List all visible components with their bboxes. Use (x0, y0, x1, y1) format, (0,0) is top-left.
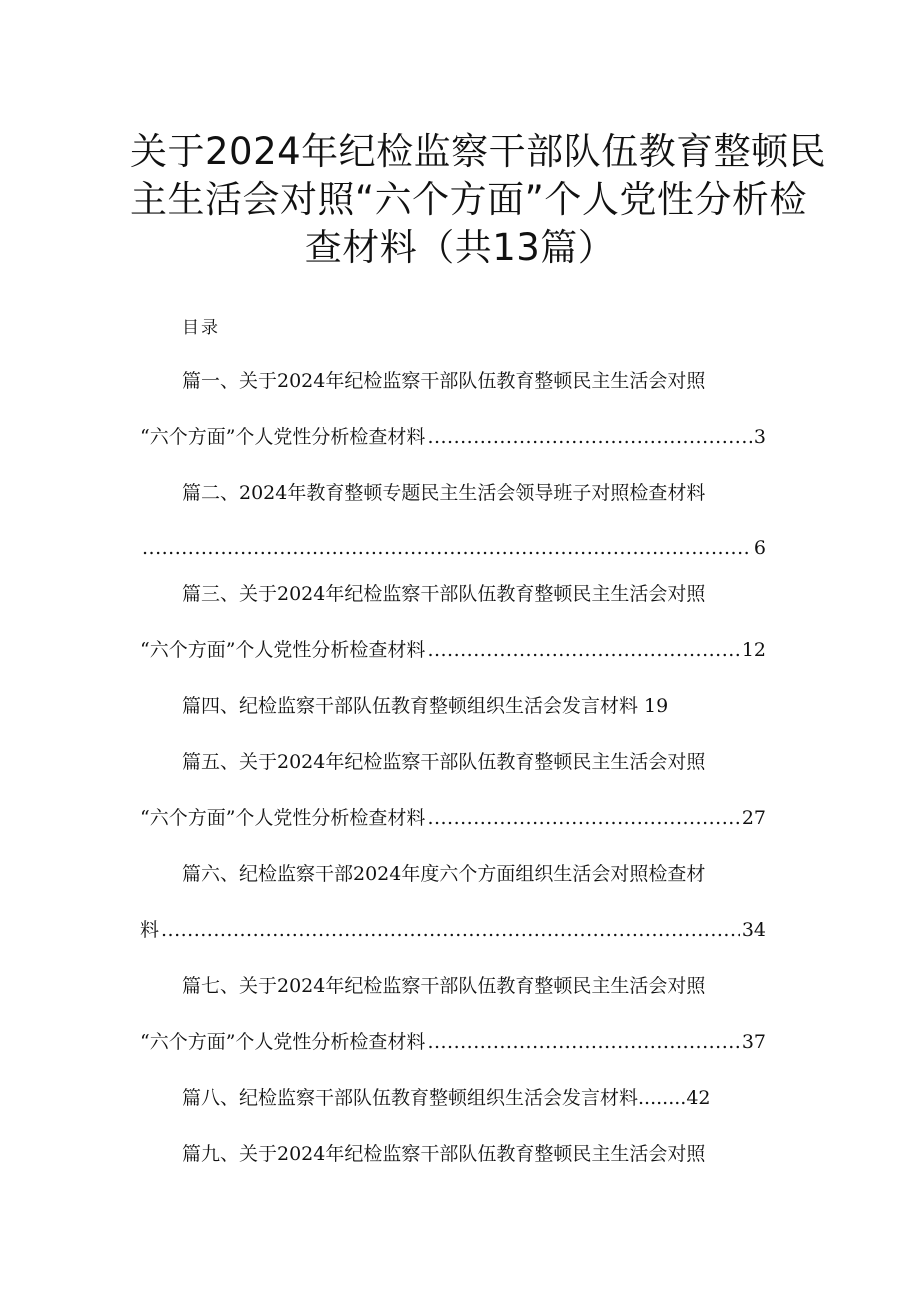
toc-entry-7-text: “六个方面”个人党性分析检查材料 (140, 1031, 426, 1053)
leader-dots (427, 636, 739, 664)
leader-dots (427, 1028, 739, 1056)
toc-entry-3-cont[interactable] (140, 636, 766, 664)
toc-entry-8[interactable]: 篇八、纪检监察干部队伍教育整顿组织生活会发言材料........42 (182, 1087, 711, 1109)
toc-entry-1-cont[interactable] (140, 423, 766, 451)
toc-entry-1-page: 3 (753, 426, 766, 448)
toc-entry-6-page: 34 (741, 919, 766, 941)
toc-entry-3-text: “六个方面”个人党性分析检查材料 (140, 639, 426, 661)
toc-entry-6-cont[interactable] (140, 916, 766, 944)
leader-dots (142, 534, 752, 562)
toc-entry-1[interactable]: 篇一、关于2024年纪检监察干部队伍教育整顿民主生活会对照 (182, 370, 706, 392)
toc-entry-7-cont[interactable] (140, 1028, 766, 1056)
toc-entry-2-page: 6 (753, 537, 766, 559)
toc-entry-5-cont[interactable] (140, 804, 766, 832)
toc-entry-3-page: 12 (741, 639, 766, 661)
toc-entry-7-page: 37 (741, 1031, 766, 1053)
toc-entry-2-cont[interactable] (140, 534, 766, 562)
toc-entry-5-text: “六个方面”个人党性分析检查材料 (140, 807, 426, 829)
toc-entry-5[interactable]: 篇五、关于2024年纪检监察干部队伍教育整顿民主生活会对照 (182, 751, 706, 773)
toc-entry-2[interactable]: 篇二、2024年教育整顿专题民主生活会领导班子对照检查材料 (182, 482, 706, 504)
title-line-2: 主生活会对照“六个方面”个人党性分析检 (130, 178, 807, 221)
title-line-3: 查材料（共13篇） (304, 226, 616, 269)
toc-entry-4[interactable]: 篇四、纪检监察干部队伍教育整顿组织生活会发言材料 19 (182, 695, 669, 717)
leader-dots (161, 916, 740, 944)
toc-entry-1-text: “六个方面”个人党性分析检查材料 (140, 426, 426, 448)
leader-dots (427, 804, 739, 832)
toc-entry-5-page: 27 (741, 807, 766, 829)
toc-entry-7[interactable]: 篇七、关于2024年纪检监察干部队伍教育整顿民主生活会对照 (182, 975, 706, 997)
toc-entry-6-text: 料 (140, 919, 160, 941)
toc-entry-9[interactable]: 篇九、关于2024年纪检监察干部队伍教育整顿民主生活会对照 (182, 1143, 706, 1165)
title-line-1: 关于2024年纪检监察干部队伍教育整顿民 (130, 130, 827, 173)
toc-entry-3[interactable]: 篇三、关于2024年纪检监察干部队伍教育整顿民主生活会对照 (182, 583, 706, 605)
toc-entry-6[interactable]: 篇六、纪检监察干部2024年度六个方面组织生活会对照检查材 (182, 863, 706, 885)
document-title (130, 128, 827, 272)
leader-dots (427, 423, 751, 451)
toc-heading: 目录 (182, 318, 220, 338)
